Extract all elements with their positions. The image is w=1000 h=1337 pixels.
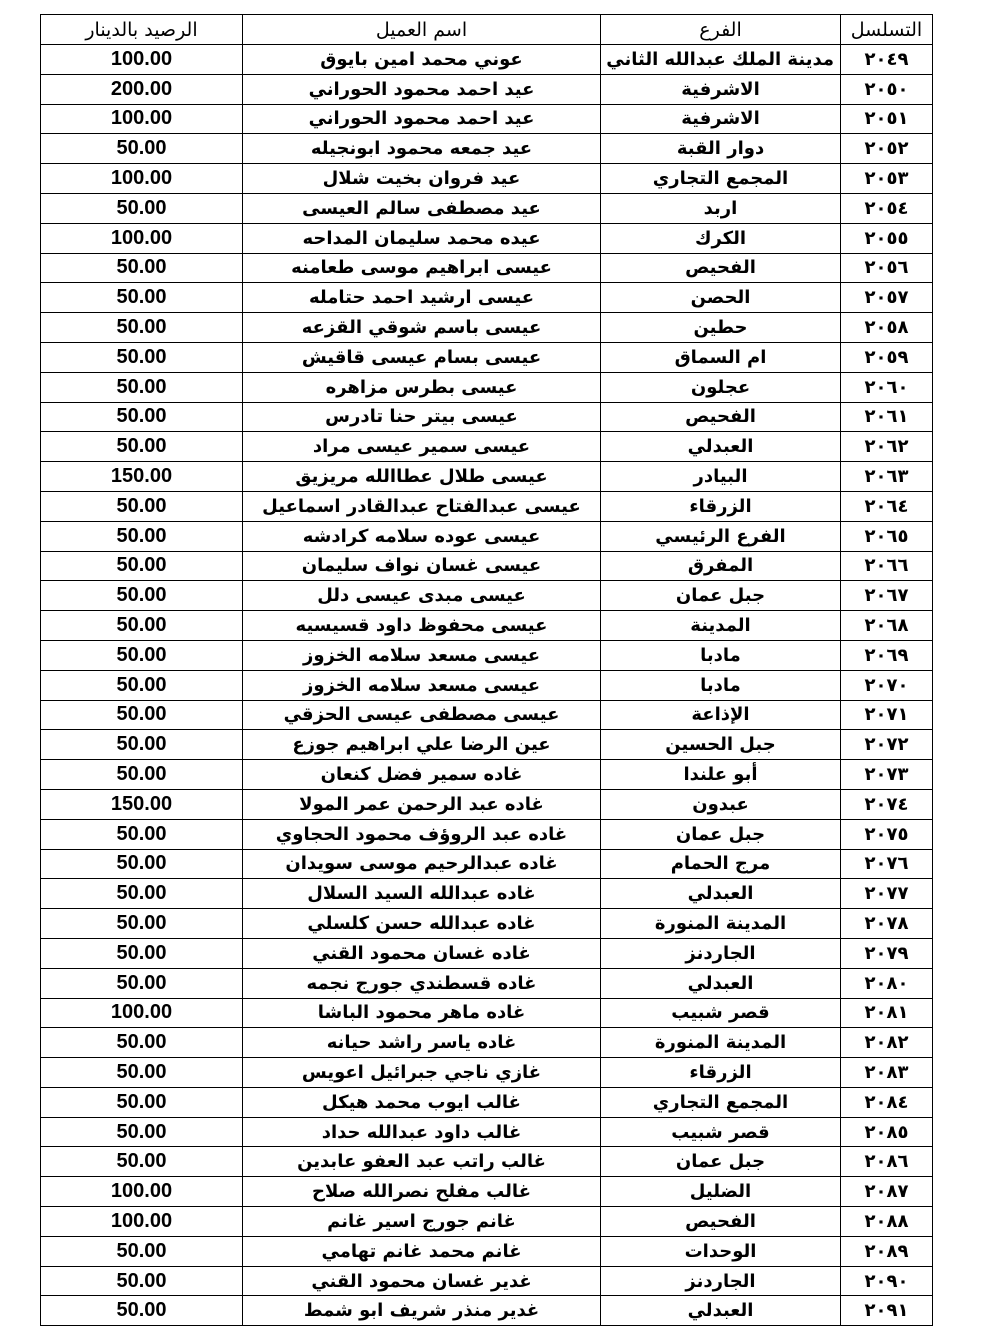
branch-cell: الزرقاء <box>601 491 841 521</box>
seq-cell: ٢٠٧٦ <box>841 849 933 879</box>
customer-name-cell: عيسى سمير عيسى مراد <box>243 432 601 462</box>
seq-cell: ٢٠٦٥ <box>841 521 933 551</box>
seq-cell: ٢٠٨١ <box>841 998 933 1028</box>
branch-cell: الجاردنز <box>601 1266 841 1296</box>
branch-cell: الفرع الرئيسي <box>601 521 841 551</box>
table-row <box>41 640 933 670</box>
seq-cell: ٢٠٨٤ <box>841 1087 933 1117</box>
balance-cell: 150.00 <box>41 789 243 819</box>
branch-cell: دوار القبة <box>601 134 841 164</box>
balance-cell: 50.00 <box>41 819 243 849</box>
customer-name-cell: غاده عبدالله السيد السلال <box>243 879 601 909</box>
customer-name-cell: عيسى مبدى عيسى دلل <box>243 581 601 611</box>
branch-cell: الفحيص <box>601 1207 841 1237</box>
branch-cell: الإذاعة <box>601 700 841 730</box>
customer-name-cell: عيسى مسعد سلامه الخزوز <box>243 640 601 670</box>
customer-name-cell: عيده محمد سليمان المداحه <box>243 223 601 253</box>
balance-cell: 50.00 <box>41 313 243 343</box>
table-row <box>41 432 933 462</box>
seq-cell: ٢٠٦٩ <box>841 640 933 670</box>
branch-cell: الحصن <box>601 283 841 313</box>
table-row <box>41 1207 933 1237</box>
balance-cell: 50.00 <box>41 730 243 760</box>
balance-cell: 100.00 <box>41 164 243 194</box>
balance-cell: 100.00 <box>41 223 243 253</box>
table-row <box>41 670 933 700</box>
customer-name-cell: غاده سمير فضل كنعان <box>243 760 601 790</box>
customer-name-cell: عيسى بسام عيسى قاقيش <box>243 342 601 372</box>
branch-cell: اربد <box>601 193 841 223</box>
balance-cell: 50.00 <box>41 640 243 670</box>
branch-cell: عبدون <box>601 789 841 819</box>
branch-cell: العبدلي <box>601 968 841 998</box>
header-row <box>41 15 933 45</box>
table-row <box>41 1236 933 1266</box>
seq-cell: ٢٠٨٨ <box>841 1207 933 1237</box>
table-row <box>41 491 933 521</box>
customer-name-cell: عيسى محفوظ داود قسيسيه <box>243 611 601 641</box>
branch-cell: العبدلي <box>601 432 841 462</box>
seq-cell: ٢٠٦٠ <box>841 372 933 402</box>
seq-cell: ٢٠٧٢ <box>841 730 933 760</box>
customer-name-cell: غدير غسان محمود القني <box>243 1266 601 1296</box>
balance-cell: 50.00 <box>41 700 243 730</box>
table-row <box>41 730 933 760</box>
table-row <box>41 1028 933 1058</box>
seq-cell: ٢٠٨٥ <box>841 1117 933 1147</box>
branch-cell: المجمع التجاري <box>601 164 841 194</box>
seq-cell: ٢٠٤٩ <box>841 45 933 75</box>
branch-cell: جبل الحسين <box>601 730 841 760</box>
table-row <box>41 104 933 134</box>
balance-cell: 50.00 <box>41 760 243 790</box>
seq-cell: ٢٠٥٩ <box>841 342 933 372</box>
seq-cell: ٢٠٩١ <box>841 1296 933 1326</box>
balance-cell: 50.00 <box>41 879 243 909</box>
customer-name-cell: غانم محمد غانم تهامي <box>243 1236 601 1266</box>
header-name: اسم العميل <box>243 15 601 45</box>
balance-cell: 50.00 <box>41 283 243 313</box>
branch-cell: الزرقاء <box>601 1058 841 1088</box>
branch-cell: جبل عمان <box>601 1147 841 1177</box>
customer-name-cell: غاده عبدالرحيم موسى سويدان <box>243 849 601 879</box>
table-row <box>41 164 933 194</box>
branch-cell: الكرك <box>601 223 841 253</box>
branch-cell: قصر شبيب <box>601 998 841 1028</box>
balance-cell: 50.00 <box>41 491 243 521</box>
customer-name-cell: غالب داود عبدالله حداد <box>243 1117 601 1147</box>
table-row <box>41 581 933 611</box>
customer-name-cell: غاده غسان محمود القني <box>243 938 601 968</box>
header-branch: الفرع <box>601 15 841 45</box>
table-row <box>41 313 933 343</box>
table-row <box>41 551 933 581</box>
seq-cell: ٢٠٦٣ <box>841 462 933 492</box>
customer-name-cell: غالب راتب عبد العفو عابدين <box>243 1147 601 1177</box>
branch-cell: جبل عمان <box>601 581 841 611</box>
balance-cell: 50.00 <box>41 551 243 581</box>
customer-name-cell: غدير منذر شريف ابو شمط <box>243 1296 601 1326</box>
table-row <box>41 819 933 849</box>
branch-cell: الجاردنز <box>601 938 841 968</box>
customer-name-cell: غاده ماهر محمود الباشا <box>243 998 601 1028</box>
branch-cell: عجلون <box>601 372 841 402</box>
balances-table <box>40 14 933 1326</box>
branch-cell: مرج الحمام <box>601 849 841 879</box>
seq-cell: ٢٠٧٨ <box>841 909 933 939</box>
balance-cell: 50.00 <box>41 611 243 641</box>
table-row <box>41 700 933 730</box>
seq-cell: ٢٠٧٣ <box>841 760 933 790</box>
customer-name-cell: عيسى غسان نواف سليمان <box>243 551 601 581</box>
balance-cell: 50.00 <box>41 1028 243 1058</box>
balance-cell: 200.00 <box>41 74 243 104</box>
table-row <box>41 1177 933 1207</box>
seq-cell: ٢٠٨٢ <box>841 1028 933 1058</box>
balance-cell: 50.00 <box>41 670 243 700</box>
balance-cell: 50.00 <box>41 253 243 283</box>
branch-cell: المدينة المنورة <box>601 909 841 939</box>
customer-name-cell: عيسى مصطفى عيسى الحزقي <box>243 700 601 730</box>
balance-cell: 50.00 <box>41 432 243 462</box>
balance-cell: 100.00 <box>41 1207 243 1237</box>
header-balance: الرصيد بالدينار <box>41 15 243 45</box>
balance-cell: 50.00 <box>41 1266 243 1296</box>
customer-name-cell: عيسى باسم شوقي القزعه <box>243 313 601 343</box>
branch-cell: البيادر <box>601 462 841 492</box>
customer-name-cell: غاده قسطندي جورج نجمه <box>243 968 601 998</box>
seq-cell: ٢٠٥١ <box>841 104 933 134</box>
balance-cell: 50.00 <box>41 521 243 551</box>
customer-name-cell: عيد مصطفى سالم العيسى <box>243 193 601 223</box>
table-row <box>41 402 933 432</box>
customer-name-cell: غازي ناجي جبرائيل اعويس <box>243 1058 601 1088</box>
table-row <box>41 1117 933 1147</box>
seq-cell: ٢٠٥٦ <box>841 253 933 283</box>
balance-cell: 50.00 <box>41 193 243 223</box>
table-row <box>41 283 933 313</box>
balance-cell: 50.00 <box>41 1296 243 1326</box>
table-row <box>41 1058 933 1088</box>
customer-name-cell: عوني محمد امين بايوق <box>243 45 601 75</box>
seq-cell: ٢٠٦٧ <box>841 581 933 611</box>
customer-name-cell: غالب مفلح نصرالله صلاح <box>243 1177 601 1207</box>
seq-cell: ٢٠٧٧ <box>841 879 933 909</box>
table-row <box>41 1087 933 1117</box>
table-row <box>41 134 933 164</box>
balance-cell: 50.00 <box>41 968 243 998</box>
balance-cell: 50.00 <box>41 1147 243 1177</box>
table-row <box>41 879 933 909</box>
branch-cell: الضليل <box>601 1177 841 1207</box>
seq-cell: ٢٠٥٨ <box>841 313 933 343</box>
balance-cell: 50.00 <box>41 581 243 611</box>
seq-cell: ٢٠٧٩ <box>841 938 933 968</box>
balance-cell: 50.00 <box>41 938 243 968</box>
branch-cell: المدينة المنورة <box>601 1028 841 1058</box>
branch-cell: المفرق <box>601 551 841 581</box>
customer-name-cell: عيسى ارشيد احمد حتامله <box>243 283 601 313</box>
branch-cell: مادبا <box>601 670 841 700</box>
customer-name-cell: غاده ياسر راشد حيانه <box>243 1028 601 1058</box>
seq-cell: ٢٠٦٤ <box>841 491 933 521</box>
balance-cell: 50.00 <box>41 849 243 879</box>
seq-cell: ٢٠٨٩ <box>841 1236 933 1266</box>
customer-name-cell: عيد جمعه محمود ابونجيله <box>243 134 601 164</box>
branch-cell: الاشرفية <box>601 104 841 134</box>
balance-cell: 150.00 <box>41 462 243 492</box>
balance-cell: 50.00 <box>41 372 243 402</box>
seq-cell: ٢٠٩٠ <box>841 1266 933 1296</box>
table-row <box>41 849 933 879</box>
table-row <box>41 462 933 492</box>
balance-cell: 100.00 <box>41 998 243 1028</box>
branch-cell: مادبا <box>601 640 841 670</box>
balance-cell: 100.00 <box>41 45 243 75</box>
customer-name-cell: عيسى طلال عطاالله مريزيق <box>243 462 601 492</box>
branch-cell: الفحيص <box>601 253 841 283</box>
balance-cell: 50.00 <box>41 1058 243 1088</box>
table-row <box>41 789 933 819</box>
branch-cell: المدينة <box>601 611 841 641</box>
seq-cell: ٢٠٦٦ <box>841 551 933 581</box>
table-row <box>41 342 933 372</box>
seq-cell: ٢٠٦١ <box>841 402 933 432</box>
customer-name-cell: عيسى عوده سلامه كرادشه <box>243 521 601 551</box>
seq-cell: ٢٠٨٦ <box>841 1147 933 1177</box>
customer-name-cell: عيد احمد محمود الحوراني <box>243 104 601 134</box>
seq-cell: ٢٠٨٣ <box>841 1058 933 1088</box>
table-row <box>41 1266 933 1296</box>
balance-cell: 50.00 <box>41 1236 243 1266</box>
customer-name-cell: غاده عبد الروؤف محمود الحجاوي <box>243 819 601 849</box>
customer-name-cell: عيد احمد محمود الحوراني <box>243 74 601 104</box>
seq-cell: ٢٠٨٠ <box>841 968 933 998</box>
table-row <box>41 372 933 402</box>
table-row <box>41 74 933 104</box>
table-row <box>41 1147 933 1177</box>
table-row <box>41 193 933 223</box>
seq-cell: ٢٠٦٨ <box>841 611 933 641</box>
table-row <box>41 521 933 551</box>
customer-name-cell: عيسى بيتر حنا تادرس <box>243 402 601 432</box>
table-row <box>41 968 933 998</box>
branch-cell: العبدلي <box>601 1296 841 1326</box>
seq-cell: ٢٠٥٢ <box>841 134 933 164</box>
seq-cell: ٢٠٨٧ <box>841 1177 933 1207</box>
balance-cell: 50.00 <box>41 134 243 164</box>
seq-cell: ٢٠٥٣ <box>841 164 933 194</box>
balance-cell: 50.00 <box>41 909 243 939</box>
branch-cell: المجمع التجاري <box>601 1087 841 1117</box>
table-body <box>41 45 933 1326</box>
branch-cell: أبو علندا <box>601 760 841 790</box>
table-row <box>41 909 933 939</box>
seq-cell: ٢٠٧٥ <box>841 819 933 849</box>
header-seq: التسلسل <box>841 15 933 45</box>
seq-cell: ٢٠٥٠ <box>841 74 933 104</box>
table-row <box>41 45 933 75</box>
customer-name-cell: عيسى مسعد سلامه الخزوز <box>243 670 601 700</box>
seq-cell: ٢٠٧١ <box>841 700 933 730</box>
seq-cell: ٢٠٦٢ <box>841 432 933 462</box>
balance-cell: 100.00 <box>41 104 243 134</box>
balance-cell: 50.00 <box>41 342 243 372</box>
customer-name-cell: عيسى ابراهيم موسى طعامنه <box>243 253 601 283</box>
customer-name-cell: غالب ايوب محمد هيكل <box>243 1087 601 1117</box>
balance-cell: 50.00 <box>41 1087 243 1117</box>
branch-cell: قصر شبيب <box>601 1117 841 1147</box>
customer-name-cell: عيسى بطرس مزاهره <box>243 372 601 402</box>
seq-cell: ٢٠٧٤ <box>841 789 933 819</box>
table-row <box>41 611 933 641</box>
branch-cell: مدينة الملك عبدالله الثاني <box>601 45 841 75</box>
balance-cell: 50.00 <box>41 1117 243 1147</box>
branch-cell: الاشرفية <box>601 74 841 104</box>
balance-cell: 50.00 <box>41 402 243 432</box>
table-row <box>41 1296 933 1326</box>
branch-cell: ام السماق <box>601 342 841 372</box>
customer-name-cell: غاده عبد الرحمن عمر المولا <box>243 789 601 819</box>
dormant-balances-document <box>40 14 932 1326</box>
table-row <box>41 253 933 283</box>
table-row <box>41 998 933 1028</box>
seq-cell: ٢٠٧٠ <box>841 670 933 700</box>
customer-name-cell: عيد فروان بخيت شلال <box>243 164 601 194</box>
customer-name-cell: عيسى عبدالفتاح عبدالقادر اسماعيل <box>243 491 601 521</box>
table-row <box>41 938 933 968</box>
branch-cell: حطين <box>601 313 841 343</box>
branch-cell: جبل عمان <box>601 819 841 849</box>
table-row <box>41 760 933 790</box>
branch-cell: العبدلي <box>601 879 841 909</box>
seq-cell: ٢٠٥٤ <box>841 193 933 223</box>
customer-name-cell: غانم جورج اسير غانم <box>243 1207 601 1237</box>
table-row <box>41 223 933 253</box>
customer-name-cell: عين الرضا علي ابراهيم جوزع <box>243 730 601 760</box>
customer-name-cell: غاده عبدالله حسن كلسلي <box>243 909 601 939</box>
branch-cell: الوحدات <box>601 1236 841 1266</box>
seq-cell: ٢٠٥٥ <box>841 223 933 253</box>
branch-cell: الفحيص <box>601 402 841 432</box>
seq-cell: ٢٠٥٧ <box>841 283 933 313</box>
balance-cell: 100.00 <box>41 1177 243 1207</box>
